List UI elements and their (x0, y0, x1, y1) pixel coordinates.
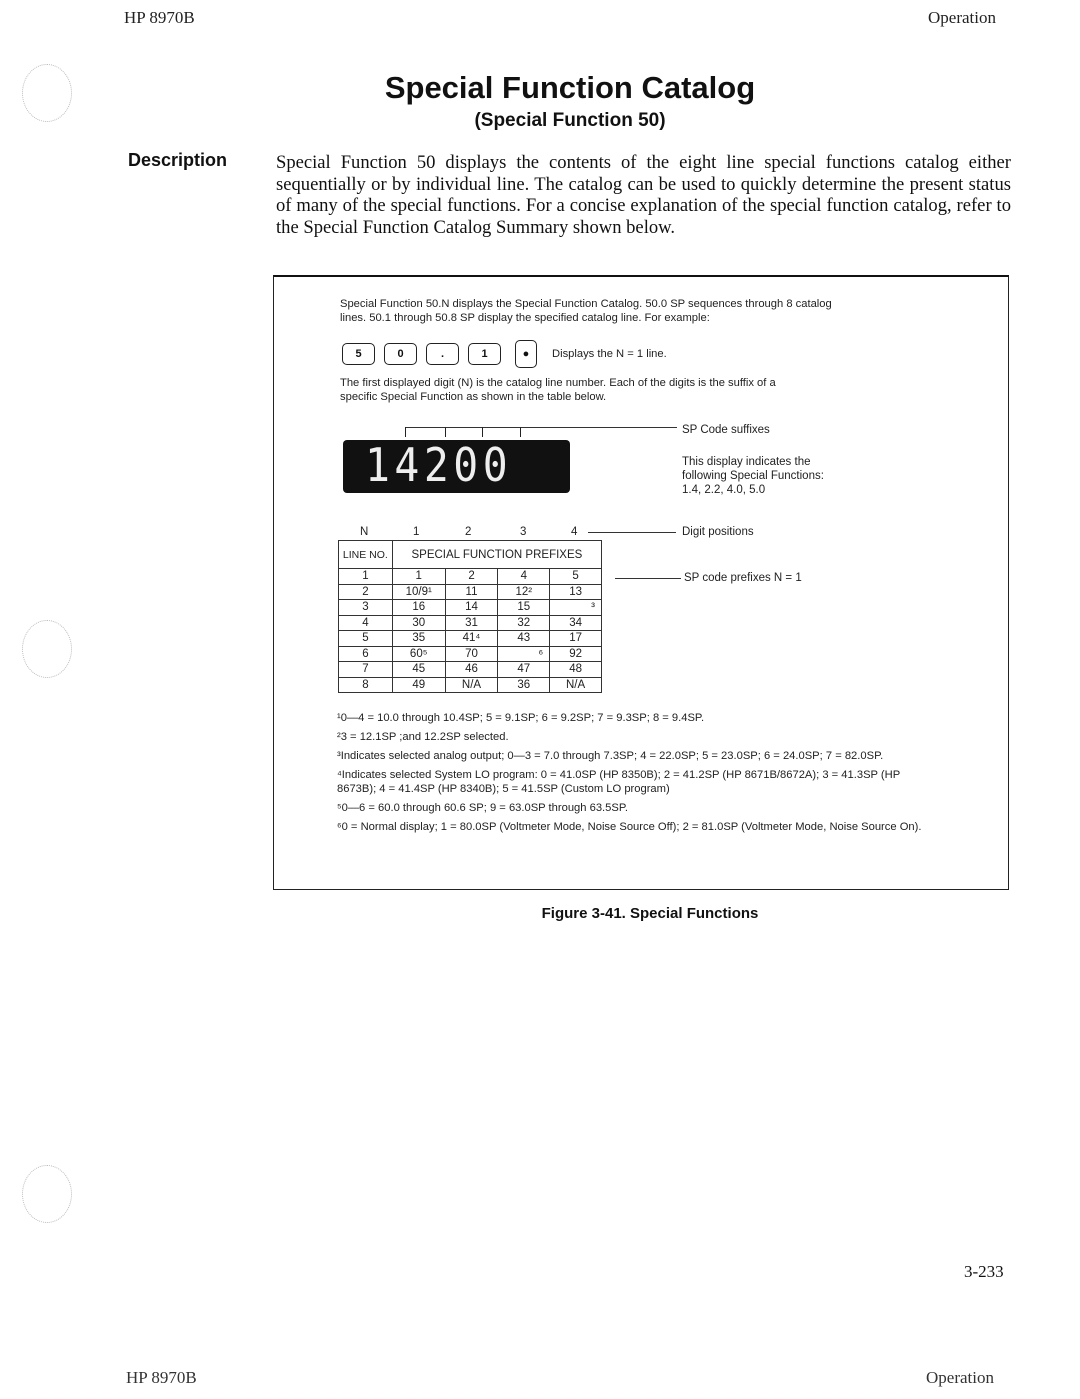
table-row (339, 662, 602, 678)
table-cell: 34 (550, 615, 602, 631)
table-cell: 11 (445, 584, 498, 600)
footer-model: HP 8970B (126, 1368, 197, 1387)
running-head-section: Operation (928, 8, 996, 27)
description-heading: Description (128, 150, 228, 170)
table-cell: 4 (339, 615, 393, 631)
table-cell: 7 (339, 662, 393, 678)
table-row (339, 631, 602, 647)
table-cell: 32 (498, 615, 550, 631)
footnote-2: ²3 = 12.1SP ;and 12.2SP selected. (337, 731, 509, 743)
figure-intro-line: lines. 50.1 through 50.8 SP display the specified catalog line. For example: (340, 312, 710, 324)
callout-sp-code-suffixes: SP Code suffixes (682, 424, 770, 436)
table-cell: 16 (392, 600, 445, 616)
running-head-model: HP 8970B (124, 8, 195, 27)
digit-position-1: 1 (413, 526, 420, 538)
table-cell: ³ (550, 600, 602, 616)
table-row (339, 615, 602, 631)
display-note: This display indicates the (682, 456, 811, 468)
footnote-3: ³Indicates selected analog output; 0—3 = 7.0 through 7.3SP; 4 = 22.0SP; 5 = 23.0SP; 6 = 24.0SP; 7 = 82.0SP. (337, 750, 884, 762)
table-row (339, 600, 602, 616)
key-0: 0 (384, 343, 417, 365)
led-display-value: 14200 (365, 438, 513, 492)
digit-position-4: 4 (571, 526, 578, 538)
figure-explain-line: specific Special Function as shown in the table below. (340, 391, 607, 403)
table-cell: 60⁵ (392, 646, 445, 662)
table-cell: 15 (498, 600, 550, 616)
table-cell: 43 (498, 631, 550, 647)
table-cell: 8 (339, 677, 393, 693)
table-cell: 36 (498, 677, 550, 693)
table-cell: 12² (498, 584, 550, 600)
table-cell: 3 (339, 600, 393, 616)
table-cell: 10/9¹ (392, 584, 445, 600)
page-title: Special Function Catalog (384, 70, 756, 105)
table-cell: 4 (498, 569, 550, 585)
punch-hole-decoration (22, 620, 72, 678)
key-decimal: . (426, 343, 459, 365)
footnote-5: ⁵0—6 = 60.0 through 60.6 SP; 9 = 63.0SP through 63.5SP. (337, 802, 628, 814)
table-cell: 49 (392, 677, 445, 693)
table-cell: 31 (445, 615, 498, 631)
table-row (339, 646, 602, 662)
footer-section: Operation (926, 1368, 994, 1387)
suffix-tick (520, 427, 521, 437)
footnote-1: ¹0—4 = 10.0 through 10.4SP; 5 = 9.1SP; 6 = 9.2SP; 7 = 9.3SP; 8 = 9.4SP. (337, 712, 705, 724)
figure-explain-line: The first displayed digit (N) is the catalog line number. Each of the digits is the suffix of a (340, 377, 776, 389)
table-cell: 2 (445, 569, 498, 585)
table-cell: 5 (550, 569, 602, 585)
key-enter-sp: ● (515, 340, 537, 368)
digit-position-n: N (360, 526, 369, 538)
keys-caption: Displays the N = 1 line. (552, 348, 667, 360)
display-note: following Special Functions: (682, 470, 824, 482)
table-cell: N/A (445, 677, 498, 693)
suffix-tick (445, 427, 446, 437)
table-cell: 6 (339, 646, 393, 662)
description-text: Special Function 50 displays the contents of the eight line special functions catalog either sequentially or by individual line. The catalog can be used to quickly determine the present status of many of the special functions. For a concise explanation of the special function catalog, refer to the Special Function Catalog Summary shown below. (276, 152, 1011, 238)
table-cell: 35 (392, 631, 445, 647)
digit-position-2: 2 (465, 526, 472, 538)
key-sequence (342, 340, 667, 368)
table-cell: 47 (498, 662, 550, 678)
figure-caption: Figure 3-41. Special Functions (541, 905, 759, 922)
table-cell: 17 (550, 631, 602, 647)
table-cell: 48 (550, 662, 602, 678)
footnotes (337, 711, 937, 839)
table-cell: 13 (550, 584, 602, 600)
table-cell: 45 (392, 662, 445, 678)
table-cell: 46 (445, 662, 498, 678)
figure-intro-line: Special Function 50.N displays the Special Function Catalog. 50.0 SP sequences through 8 catalog (340, 298, 832, 310)
suffix-tick (482, 427, 483, 437)
table-row (339, 569, 602, 585)
key-1: 1 (468, 343, 501, 365)
table-cell: 30 (392, 615, 445, 631)
special-function-table (338, 540, 602, 693)
digit-position-3: 3 (520, 526, 527, 538)
display-note: 1.4, 2.2, 4.0, 5.0 (682, 484, 766, 496)
callout-digit-positions: Digit positions (682, 526, 754, 538)
footnote-4: ⁴Indicates selected System LO program: 0 = 41.0SP (HP 8350B); 2 = 41.2SP (HP 8671B/8672A); 3 = 41.3SP (HP 8673B); 4 = 41.4SP (HP 8340B); 5 = 41.5SP (Custom LO program) (337, 769, 900, 795)
prefixes-leader (615, 578, 681, 579)
page-subtitle: (Special Function 50) (474, 110, 666, 131)
table-cell: 1 (339, 569, 393, 585)
header-prefixes: SPECIAL FUNCTION PREFIXES (392, 541, 601, 569)
digit-positions-leader (588, 532, 676, 533)
table-cell: N/A (550, 677, 602, 693)
table-cell: ⁶ (498, 646, 550, 662)
key-5: 5 (342, 343, 375, 365)
suffix-tick (405, 427, 406, 437)
table-cell: 14 (445, 600, 498, 616)
table-cell: 1 (392, 569, 445, 585)
page-number: 3-233 (964, 1262, 1004, 1281)
table-row (339, 677, 602, 693)
callout-sp-code-prefixes: SP code prefixes N = 1 (684, 572, 802, 584)
table-cell: 41⁴ (445, 631, 498, 647)
header-line-no: LINE NO. (339, 541, 393, 569)
table-cell: 5 (339, 631, 393, 647)
table-cell: 92 (550, 646, 602, 662)
table-cell: 70 (445, 646, 498, 662)
table-row (339, 584, 602, 600)
punch-hole-decoration (22, 1165, 72, 1223)
table-cell: 2 (339, 584, 393, 600)
footnote-6: ⁶0 = Normal display; 1 = 80.0SP (Voltmeter Mode, Noise Source Off); 2 = 81.0SP (Voltmeter Mode, Noise Source On). (337, 821, 922, 833)
